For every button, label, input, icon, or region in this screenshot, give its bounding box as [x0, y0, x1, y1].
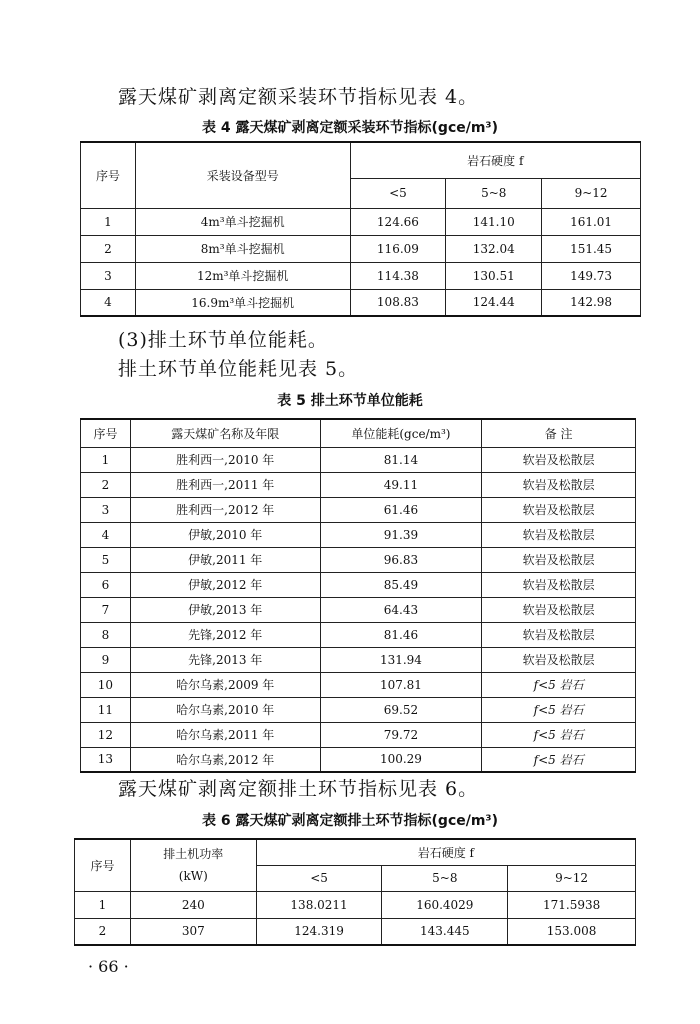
cell-seq: 5: [81, 547, 131, 572]
intro-table5: 排土环节单位能耗见表 5。: [118, 358, 359, 380]
cell-name: 哈尔乌素,2012 年: [130, 747, 320, 772]
table-row: [81, 472, 636, 497]
cell-name: 先锋,2013 年: [130, 647, 320, 672]
cell-note: f<5 岩石: [482, 672, 636, 697]
cell-seq: 10: [81, 672, 131, 697]
cell-note: 软岩及松散层: [482, 522, 636, 547]
table-row: [81, 697, 636, 722]
cell-seq: 1: [81, 208, 136, 235]
sub-header: 9~12: [542, 178, 641, 208]
cell-seq: 3: [81, 497, 131, 522]
cell-note: 软岩及松散层: [482, 597, 636, 622]
table4: [80, 141, 641, 317]
sub-header: <5: [350, 178, 446, 208]
cell-name: 哈尔乌素,2009 年: [130, 672, 320, 697]
cell-seq: 11: [81, 697, 131, 722]
cell-name: 伊敏,2012 年: [130, 572, 320, 597]
table-row: [81, 647, 636, 672]
cell-seq: 1: [81, 447, 131, 472]
table6: [74, 838, 636, 946]
cell-note: f<5 岩石: [482, 747, 636, 772]
cell-value: 141.10: [446, 208, 542, 235]
cell-seq: 7: [81, 597, 131, 622]
table5-caption: 表 5 排土环节单位能耗: [277, 393, 423, 409]
sub-header: <5: [256, 865, 382, 891]
col-hardness-header: 岩石硬度 f: [256, 839, 635, 865]
cell-note: 软岩及松散层: [482, 622, 636, 647]
cell-note: f<5 岩石: [482, 697, 636, 722]
cell-seq: 12: [81, 722, 131, 747]
cell-note: f<5 岩石: [482, 722, 636, 747]
table-row: [81, 722, 636, 747]
cell-seq: 2: [81, 472, 131, 497]
table-row: [81, 572, 636, 597]
cell-value: 132.04: [446, 235, 542, 262]
cell-seq: 13: [81, 747, 131, 772]
cell-seq: 6: [81, 572, 131, 597]
cell-energy: 96.83: [320, 547, 482, 572]
cell-energy: 131.94: [320, 647, 482, 672]
cell-note: 软岩及松散层: [482, 547, 636, 572]
cell-energy: 85.49: [320, 572, 482, 597]
cell-note: 软岩及松散层: [482, 447, 636, 472]
cell-name: 哈尔乌素,2011 年: [130, 722, 320, 747]
cell-energy: 100.29: [320, 747, 482, 772]
intro-table4: 露天煤矿剥离定额采装环节指标见表 4。: [118, 86, 479, 108]
col-power-header: [130, 839, 256, 891]
col-name-header: 露天煤矿名称及年限: [130, 419, 320, 447]
cell-power: 307: [130, 918, 256, 945]
col-power-label: 排土机功率: [163, 847, 224, 862]
cell-seq: 1: [75, 891, 131, 918]
cell-energy: 61.46: [320, 497, 482, 522]
table5: [80, 418, 636, 773]
col-seq-header: 序号: [81, 142, 136, 208]
table-row: [81, 289, 641, 316]
table-row: [81, 622, 636, 647]
cell-model: 12m³单斗挖掘机: [135, 262, 350, 289]
cell-value: 153.008: [508, 918, 636, 945]
table-row: [75, 891, 636, 918]
col-power-unit: (kW): [178, 869, 208, 884]
cell-value: 124.319: [256, 918, 382, 945]
table-row: [81, 522, 636, 547]
cell-model: 4m³单斗挖掘机: [135, 208, 350, 235]
cell-seq: 3: [81, 262, 136, 289]
cell-value: 149.73: [542, 262, 641, 289]
cell-seq: 4: [81, 289, 136, 316]
intro-table6: 露天煤矿剥离定额排土环节指标见表 6。: [118, 778, 479, 800]
cell-value: 142.98: [542, 289, 641, 316]
cell-energy: 69.52: [320, 697, 482, 722]
cell-value: 108.83: [350, 289, 446, 316]
col-seq-header: 序号: [81, 419, 131, 447]
cell-name: 伊敏,2011 年: [130, 547, 320, 572]
cell-energy: 64.43: [320, 597, 482, 622]
cell-model: 8m³单斗挖掘机: [135, 235, 350, 262]
table-row: [81, 597, 636, 622]
sub-header: 9~12: [508, 865, 636, 891]
cell-power: 240: [130, 891, 256, 918]
col-note-header: 备 注: [482, 419, 636, 447]
col-energy-header: 单位能耗(gce/m³): [320, 419, 482, 447]
col-model-header: 采装设备型号: [135, 142, 350, 208]
page-number: · 66 ·: [88, 957, 129, 976]
cell-value: 160.4029: [382, 891, 508, 918]
cell-value: 161.01: [542, 208, 641, 235]
section-heading-3: (3)排土环节单位能耗。: [118, 329, 328, 351]
cell-name: 胜利西一,2010 年: [130, 447, 320, 472]
cell-seq: 4: [81, 522, 131, 547]
sub-header: 5~8: [446, 178, 542, 208]
col-seq-header: 序号: [75, 839, 131, 891]
table-row: [81, 262, 641, 289]
sub-header: 5~8: [382, 865, 508, 891]
table-row: [81, 672, 636, 697]
cell-name: 先锋,2012 年: [130, 622, 320, 647]
table-row: [81, 547, 636, 572]
cell-name: 伊敏,2010 年: [130, 522, 320, 547]
cell-value: 151.45: [542, 235, 641, 262]
cell-value: 143.445: [382, 918, 508, 945]
cell-name: 哈尔乌素,2010 年: [130, 697, 320, 722]
cell-note: 软岩及松散层: [482, 472, 636, 497]
cell-name: 胜利西一,2012 年: [130, 497, 320, 522]
cell-model: 16.9m³单斗挖掘机: [135, 289, 350, 316]
cell-name: 伊敏,2013 年: [130, 597, 320, 622]
cell-name: 胜利西一,2011 年: [130, 472, 320, 497]
cell-value: 124.66: [350, 208, 446, 235]
cell-value: 124.44: [446, 289, 542, 316]
cell-energy: 79.72: [320, 722, 482, 747]
cell-note: 软岩及松散层: [482, 497, 636, 522]
table-row: [81, 235, 641, 262]
cell-note: 软岩及松散层: [482, 647, 636, 672]
cell-energy: 107.81: [320, 672, 482, 697]
cell-energy: 49.11: [320, 472, 482, 497]
cell-value: 116.09: [350, 235, 446, 262]
cell-energy: 81.14: [320, 447, 482, 472]
cell-value: 130.51: [446, 262, 542, 289]
table-row: [81, 208, 641, 235]
cell-value: 138.0211: [256, 891, 382, 918]
cell-seq: 2: [75, 918, 131, 945]
table-row: [75, 918, 636, 945]
cell-value: 171.5938: [508, 891, 636, 918]
table-row: [81, 747, 636, 772]
cell-seq: 9: [81, 647, 131, 672]
cell-note: 软岩及松散层: [482, 572, 636, 597]
cell-energy: 81.46: [320, 622, 482, 647]
table6-caption: 表 6 露天煤矿剥离定额排土环节指标(gce/m³): [202, 813, 498, 829]
table4-caption: 表 4 露天煤矿剥离定额采装环节指标(gce/m³): [202, 120, 498, 136]
cell-seq: 8: [81, 622, 131, 647]
table-row: [81, 497, 636, 522]
cell-energy: 91.39: [320, 522, 482, 547]
col-hardness-header: 岩石硬度 f: [350, 142, 640, 178]
cell-value: 114.38: [350, 262, 446, 289]
table-row: [81, 447, 636, 472]
cell-seq: 2: [81, 235, 136, 262]
